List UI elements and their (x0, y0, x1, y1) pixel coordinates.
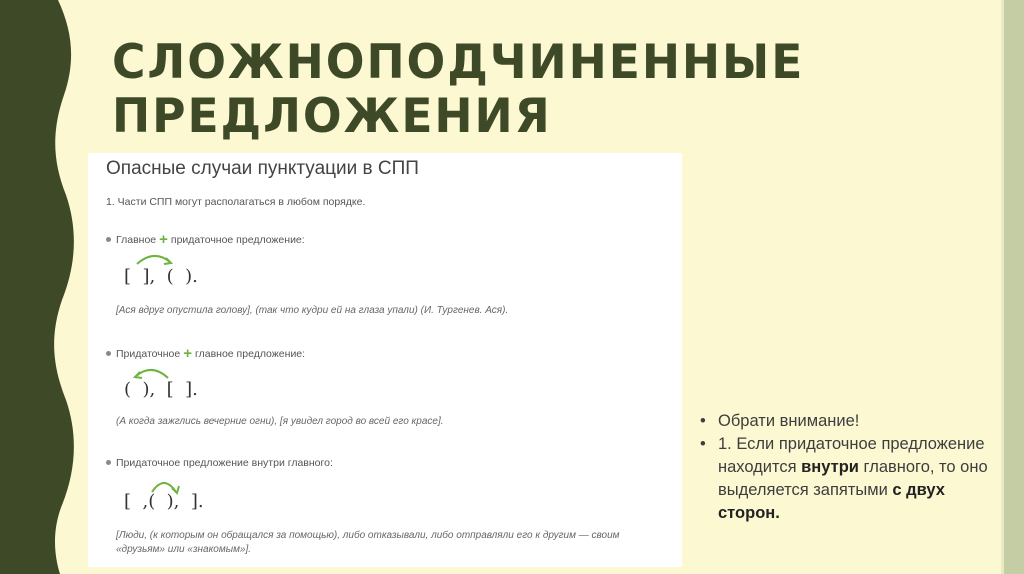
case3-example-line2: «друзьям» или «знакомым»]. (116, 544, 252, 555)
case3-scheme: [ ,( ), ]. (124, 491, 204, 512)
slide-title-line2: ПРЕДЛОЖЕНИЯ (112, 89, 552, 144)
punctuation-panel (88, 153, 682, 567)
note-item2-emphasis-both-sides: с двух сторон. (718, 481, 945, 522)
note-item2-emphasis-inside: внутри (801, 458, 859, 476)
note-item-attention (700, 410, 1000, 433)
note-item1-text: Обрати внимание! (718, 412, 860, 430)
note-item2-text-a: 1. Если придаточное предложение находится (718, 435, 985, 476)
bullet-icon (106, 460, 111, 465)
case1-scheme: [ ], ( ). (124, 266, 198, 287)
right-accent-band (1004, 0, 1024, 574)
case2-scheme: ( ), [ ]. (124, 379, 198, 400)
case3-label (106, 457, 333, 469)
bullet-icon: • (700, 412, 706, 430)
plus-icon: + (183, 345, 193, 362)
panel-heading: Опасные случаи пунктуации в СПП (106, 158, 419, 179)
case1-label-a: Главное (116, 234, 157, 246)
note-item2-text-c: главного, то оно выделяется запятыми (718, 458, 988, 499)
case3-example-line1: [Люди, (к которым он обращался за помощью), либо отказывали, либо отправляли его к другим — своим (116, 530, 620, 541)
case2-label (106, 344, 305, 361)
note-item-rule (700, 433, 1000, 525)
case3-label-text: Придаточное предложение внутри главного: (116, 457, 333, 469)
case1-label-b: придаточное предложение: (170, 234, 305, 246)
case1-example: [Ася вдруг опустила голову], (так что кудри ей на глаза упали) (И. Тургенев. Ася). (116, 305, 509, 316)
case1-label (106, 230, 305, 247)
slide-title (112, 36, 804, 144)
notes-list (700, 410, 1000, 525)
bullet-icon (106, 351, 111, 356)
case2-label-b: главное предложение: (195, 348, 306, 360)
case2-label-a: Придаточное (116, 348, 181, 360)
bullet-icon (106, 237, 111, 242)
bullet-icon: • (700, 435, 706, 453)
slide-title-line1: СЛОЖНОПОДЧИНЕННЫЕ (112, 35, 805, 90)
case2-example: (А когда зажглись вечерние огни), [я увидел город во всей его красе]. (116, 416, 444, 427)
rule-1: 1. Части СПП могут располагаться в любом порядке. (106, 196, 366, 208)
plus-icon: + (159, 231, 168, 248)
wavy-left-band (0, 0, 80, 574)
arc-arrow-icon (134, 251, 174, 267)
